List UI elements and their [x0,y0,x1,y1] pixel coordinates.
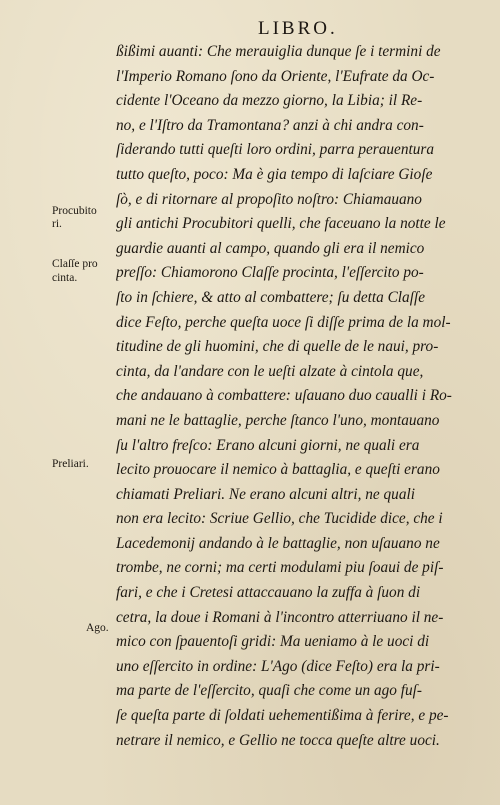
text-line: mani ne le battaglie, perche ſtanco l'uno, montauano [116,411,440,429]
text-line: Lacedemonij andando à le battaglie, non uſauano ne [116,534,440,552]
text-line: cidente l'Oceano da mezzo giorno, la Libia; il Re- [116,92,423,110]
margin-note-classe-procinta-cont: cinta. [52,272,78,284]
text-line: ſu l'altro freſco: Erano alcuni giorni, ne quali era [116,436,420,454]
text-line: gli antichi Procubitori quelli, che faceuano la notte le [116,215,446,233]
text-line: uno eſſercito in ordine: L'Ago (dice Feſto) era la pri- [116,657,440,675]
text-line: guardie auanti al campo, quando gli era il nemico [116,239,425,257]
text-line: tutto queſto, poco: Ma è gia tempo di laſciare Gioſe [116,165,433,183]
text-line: chiamati Preliari. Ne erano alcuni altri, ne quali [116,485,415,503]
text-line: netrare il nemico, e Gellio ne tocca queſte altre uoci. [116,731,440,749]
main-text [116,40,488,753]
text-line: dice Feſto, perche queſta uoce ſi diſſe prima de la mol- [116,313,451,331]
text-line: mico con ſpauentoſi gridi: Ma ueniamo à le uoci di [116,633,430,651]
text-line: titudine de gli huomini, che di quelle de le naui, pro- [116,338,439,356]
text-line: ſò, e di ritornare al propoſito noſtro: Chiamauano [116,190,422,208]
text-line: ſiderando tutti queſti loro ordini, parra perauentura [116,141,434,159]
text-line: ßißimi auanti: Che merauiglia dunque ſe i termini de [116,43,441,60]
text-line: no, e l'Iſtro da Tramontana? anzi à chi andra con- [116,116,424,134]
text-line: cinta, da l'andare con le ueſti alzate à cintola que, [116,362,424,380]
margin-note-ago: Ago. [86,622,109,634]
text-line: fari, e che i Cretesi attaccauano la zuffa à ſuon di [116,584,421,602]
text-line: cetra, la doue i Romani à l'incontro atterriuano il ne- [116,608,444,626]
margin-note-classe-procinta: Claſſe pro [52,258,98,270]
text-line: ſe queſta parte di ſoldati uehementißima à ferire, e pe- [116,707,449,725]
text-line: lecito prouocare il nemico à battaglia, e queſti erano [116,461,440,479]
text-line: che andauano à combattere: uſauano duo caualli i Ro- [116,387,452,405]
text-line: non era lecito: Scriue Gellio, che Tucidide dice, che i [116,510,443,528]
text-line: preſſo: Chiamorono Claſſe procinta, l'eſſercito po- [116,264,424,282]
margin-note-procubitori: Procubito [52,205,97,217]
running-header: LIBRO. [258,18,338,39]
margin-note-procubitori-cont: ri. [52,218,62,230]
text-line: trombe, ne corni; ma certi modulami piu ſoaui de piſ- [116,559,444,577]
margin-note-preliari: Preliari. [52,458,89,470]
text-line: l'Imperio Romano ſono da Oriente, l'Eufrate da Oc- [116,67,435,85]
text-line: ma parte de l'eſſercito, quaſi che come un ago fuſ- [116,682,423,700]
text-line: ſto in ſchiere, & atto al combattere; ſu detta Claſſe [116,288,425,306]
